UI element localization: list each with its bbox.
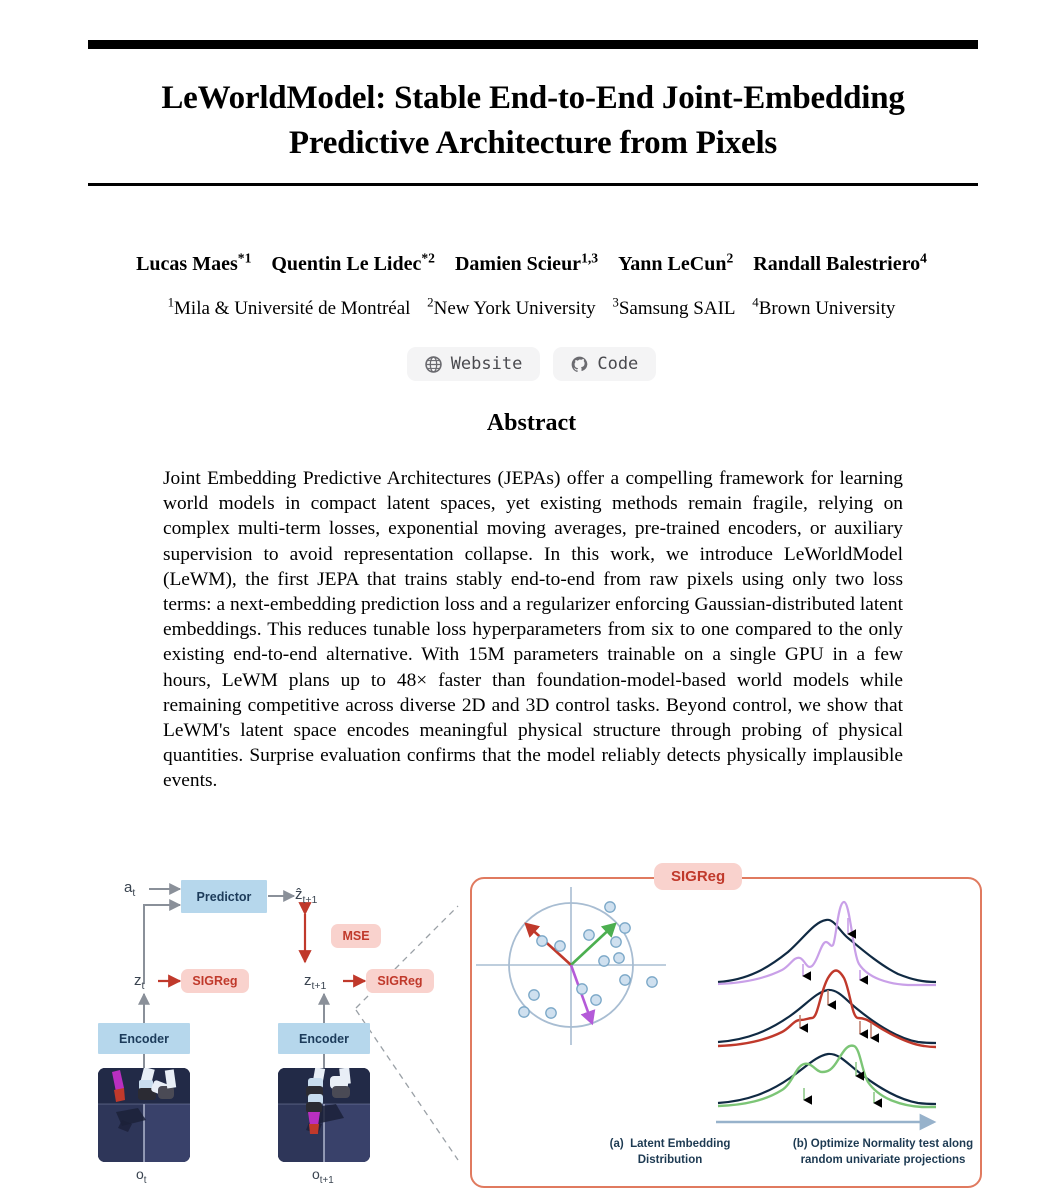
abstract-text: Joint Embedding Predictive Architectures (JEPAs) offer a compelling framework for learning world models in compact latent spaces, yet existing methods remain fragile, relying on complex multi-term losses, exponential moving averages, pre-trained encoders, or auxiliary supervision to avoid representation collapse. In this work, we introduce LeWorldModel (LeWM), the first JEPA that trains stably end-to-end from raw pixels using only two loss terms: a next-embedding prediction loss and a regularizer enforcing Gaussian-distributed latent embeddings. This reduces tunable loss hyperparameters from six to one compared to the only existing end-to-end alternative. With 15M parameters trainable on a single GPU in a few hours, LeWM plans up to 48× faster than foundation-model-based world models while remaining competitive across diverse 2D and 3D control tasks. Beyond control, we show that LeWM's latent space encodes meaningful physical structure through probing of physical quantities. Surprise evaluation confirms that the model reliably detects physically implausible events. <box>163 468 903 792</box>
abstract-heading: Abstract <box>486 410 577 436</box>
sigreg-chip-left <box>181 969 249 993</box>
author-0: Lucas Maes$^{*1}$ <box>136 250 252 275</box>
link-button-group <box>0 347 1063 381</box>
encoder-right-label: Encoder <box>298 1031 349 1046</box>
sigreg-chip-left-label: SIGReg <box>192 974 238 988</box>
observation-image-t <box>98 1068 190 1162</box>
page-title <box>88 76 978 166</box>
pipeline-diagram <box>88 860 483 1200</box>
globe-icon <box>425 356 442 373</box>
predictor-box <box>181 880 267 913</box>
observation-image-t1 <box>278 1068 370 1162</box>
author-3: Yann LeCun$^2$ <box>618 250 734 275</box>
website-link-label: Website <box>450 354 523 374</box>
author-2-marks: 1,3 <box>581 250 599 266</box>
architecture-figure <box>88 860 978 1200</box>
author-list <box>60 250 1003 276</box>
website-link-button[interactable] <box>407 347 541 381</box>
sigreg-chip-right <box>366 969 434 993</box>
robot-scene-t <box>98 1068 190 1162</box>
z-t-plus-1-label: $z_{t+1}$ <box>304 972 327 992</box>
author-4-marks: 4 <box>920 250 927 266</box>
affiliation-3: $^4$Brown University <box>752 294 896 319</box>
mse-chip <box>331 924 381 948</box>
encoder-left-label: Encoder <box>118 1031 169 1046</box>
header-rule-thick <box>88 40 978 49</box>
affiliation-2: $^3$Samsung SAIL <box>612 294 736 319</box>
github-icon <box>571 356 588 373</box>
encoder-box-left <box>98 1023 190 1054</box>
header-rule-thin <box>88 183 978 186</box>
zhat-next-label: ẑ$_{t+1}$ <box>295 886 318 906</box>
affiliation-0: $^1$Mila & Université de Montréal <box>167 294 411 319</box>
affiliation-list <box>60 294 1003 320</box>
author-0-marks: *1 <box>237 250 252 266</box>
page-title-line-2: Predictive Architecture from Pixels <box>288 125 778 161</box>
observation-t-caption: $o_t$ <box>136 1166 147 1186</box>
author-1-marks: *2 <box>421 250 435 266</box>
author-4: Randall Balestriero$^4$ <box>753 250 927 275</box>
predictor-label: Predictor <box>196 889 252 904</box>
sigreg-panel-badge: SIGReg <box>654 863 742 890</box>
code-link-button[interactable] <box>553 347 656 381</box>
robot-scene-t1 <box>278 1068 370 1162</box>
z-t-label: $z_t$ <box>134 972 145 992</box>
encoder-box-right <box>278 1023 370 1054</box>
figure-caption-a: (a) Latent Embedding Distribution <box>609 1138 731 1166</box>
page-title-line-1: LeWorldModel: Stable End-to-End Joint-Embedding <box>161 80 905 116</box>
author-1: Quentin Le Lidec$^{*2}$ <box>271 250 435 275</box>
code-link-label: Code <box>597 354 639 374</box>
author-3-marks: 2 <box>726 250 734 266</box>
observation-t1-caption: $o_{t+1}$ <box>312 1166 334 1186</box>
figure-caption-b: (b) Optimize Normality test along random univariate projections <box>792 1138 974 1166</box>
mse-label: MSE <box>342 929 370 943</box>
sigreg-chip-right-label: SIGReg <box>377 974 423 988</box>
action-label: $a_t$ <box>124 879 136 899</box>
author-2: Damien Scieur$^{1,3}$ <box>454 250 599 275</box>
affiliation-1: $^2$New York University <box>427 294 596 319</box>
